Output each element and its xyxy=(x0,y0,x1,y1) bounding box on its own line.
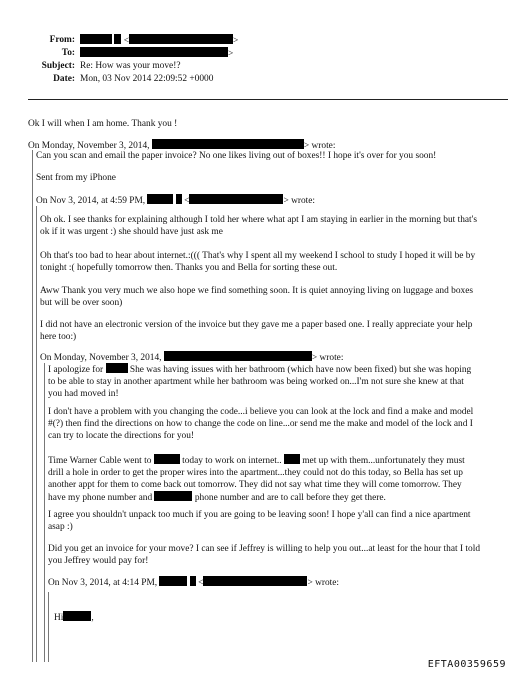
quote4-greeting: Hi , xyxy=(54,613,94,623)
reply-text: Ok I will when I am home. Thank you ! xyxy=(28,119,178,129)
quote3-paragraph: I apologize for She was having issues with her bathroom (which have now been fixed) but she was hoping to be able to stay in another apartment while her bathroom was being worked on...I'm not sure she knew at that you had moved in! xyxy=(48,365,472,399)
quote3-attribution: On Monday, November 3, 2014, > wrote: xyxy=(40,353,344,363)
quote3-paragraph: Time Warner Cable went to today to work on internet.. met up with them...unfortunately they must drill a hole in order to get the proper wires into the apartment...they could not do this today, so Bella has set up another appt for them to come back out tomorrow. They did not say what time they will come tomorrow. They have my phone number and phone number and are to call before they get there. xyxy=(48,456,465,503)
redaction xyxy=(154,454,180,464)
header-divider xyxy=(28,99,508,100)
quote1-attribution: On Monday, November 3, 2014, > wrote: xyxy=(28,141,336,151)
quote4-attribution: On Nov 3, 2014, at 4:14 PM, < > wrote: xyxy=(48,578,340,588)
from-row xyxy=(0,34,512,47)
redaction xyxy=(147,194,173,204)
quote2-bar xyxy=(36,206,37,662)
quote1-bar xyxy=(32,150,33,662)
to-label: To: xyxy=(61,48,75,58)
redaction xyxy=(129,34,233,44)
date-value: Mon, 03 Nov 2014 22:09:52 +0000 xyxy=(80,74,214,84)
subject-row xyxy=(0,60,512,73)
to-value: > xyxy=(80,47,233,60)
redaction xyxy=(189,194,283,204)
redaction xyxy=(164,351,312,361)
from-value: < > xyxy=(80,34,238,47)
quote4-bar xyxy=(48,592,49,662)
quote2-paragraph: Oh that's too bad to hear about internet.:((( That's why I spent all my weekend I school to study I hoped it will be by tonight :( hopefully tomorrow then. Thanks you and Bella for sorting these out. xyxy=(40,251,476,273)
from-label: From: xyxy=(49,35,75,45)
redaction xyxy=(159,576,187,586)
redaction xyxy=(190,576,196,586)
date-label: Date: xyxy=(53,74,75,84)
quote3-paragraph: I agree you shouldn't unpack too much if you are going to be leaving soon! I hope y'all can find a nice apartment asap :) xyxy=(48,510,471,532)
redaction xyxy=(154,491,192,501)
redaction xyxy=(152,139,304,149)
quote2-paragraph: Aww Thank you very much we also hope we find something soon. It is quiet annoying living on luggage and boxes but will be over soon) xyxy=(40,286,474,308)
quote3-bar xyxy=(44,363,45,662)
redaction xyxy=(106,363,128,373)
redaction xyxy=(284,454,300,464)
redaction xyxy=(203,576,307,586)
date-row xyxy=(0,73,512,86)
redaction xyxy=(80,34,112,44)
quote1-text: Can you scan and email the paper invoice? No one likes living out of boxes!! I hope it's over for you soon! xyxy=(36,151,437,161)
redaction xyxy=(80,47,228,57)
to-row xyxy=(0,47,512,60)
quote2-paragraph: I did not have an electronic version of the invoice but they gave me a paper based one. I really appreciate your help here too:) xyxy=(40,320,473,342)
quote2-attribution: On Nov 3, 2014, at 4:59 PM, < > wrote: xyxy=(36,196,316,206)
redaction xyxy=(63,611,91,621)
quote2-paragraph: Oh ok. I see thanks for explaining although I told her where what apt I am staying in earlier in the morning but that's ok if it was urgent :) she should have just ask me xyxy=(40,215,477,237)
subject-label: Subject: xyxy=(41,61,75,71)
quote3-paragraph: I don't have a problem with you changing the code...i believe you can look at the lock and find a make and model #(?) then find the directions on how to change the code on line...or send me the make and model of the lock and I can try to locate the directions for you! xyxy=(48,407,474,441)
redaction xyxy=(114,34,121,44)
quote1-signature: Sent from my iPhone xyxy=(36,173,116,183)
redaction xyxy=(176,194,182,204)
document-id: EFTA00359659 xyxy=(427,659,506,670)
subject-value: Re: How was your move!? xyxy=(80,61,181,71)
email-header xyxy=(0,34,512,86)
quote3-paragraph: Did you get an invoice for your move? I can see if Jeffrey is willing to help you out...at least for the hour that I told you Jeffrey would pay for! xyxy=(48,544,481,566)
